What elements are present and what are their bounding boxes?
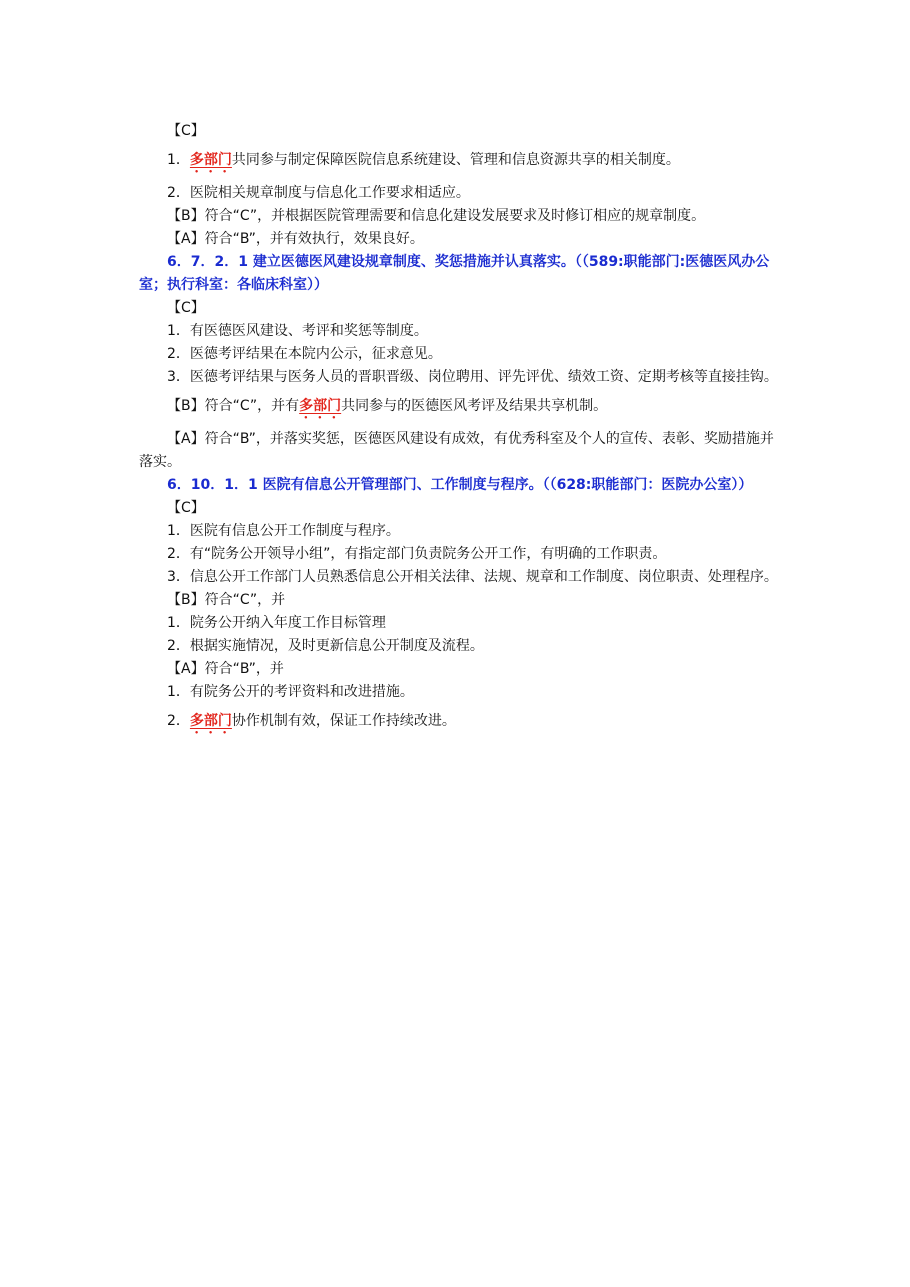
requirement-item: 3．医德考评结果与医务人员的晋职晋级、岗位聘用、评先评优、绩效工资、定期考核等直接挂钩。 <box>167 369 778 385</box>
grade-b-text: 【B】符合“C”，并 <box>167 592 286 608</box>
grade-c-label: 【C】 <box>167 500 205 516</box>
section-heading: 6．10．1．1 医院有信息公开管理部门、工作制度与程序。（（628:职能部门：医院办公室）） <box>167 477 753 493</box>
multi-department-highlight: 多部门 <box>189 713 232 729</box>
requirement-item: 1．多部门共同参与制定保障医院信息系统建设、管理和信息资源共享的相关制度。 <box>167 152 680 168</box>
requirement-item: 2．多部门协作机制有效，保证工作持续改进。 <box>167 713 456 729</box>
multi-department-highlight: 多部门 <box>299 398 342 414</box>
grade-b-text: 【B】符合“C”，并根据医院管理需要和信息化建设发展要求及时修订相应的规章制度。 <box>167 208 706 224</box>
requirement-item: 2．根据实施情况，及时更新信息公开制度及流程。 <box>167 638 484 654</box>
grade-c-label: 【C】 <box>167 300 205 316</box>
requirement-item: 2．医德考评结果在本院内公示，征求意见。 <box>167 346 442 362</box>
grade-a-text: 【A】符合“B”，并 <box>167 661 284 677</box>
multi-department-highlight: 多部门 <box>189 152 232 168</box>
requirement-item: 3．信息公开工作部门人员熟悉信息公开相关法律、法规、规章和工作制度、岗位职责、处理程序。 <box>167 569 778 585</box>
grade-a-text: 【A】符合“B”，并有效执行，效果良好。 <box>167 231 424 247</box>
grade-b-text: 【B】符合“C”，并有多部门共同参与的医德医风考评及结果共享机制。 <box>167 398 608 414</box>
grade-a-text: 【A】符合“B”，并落实奖惩，医德医风建设有成效，有优秀科室及个人的宣传、表彰、奖励措施并落实。 <box>139 431 774 470</box>
grade-c-label: 【C】 <box>167 123 205 139</box>
requirement-item: 1．有院务公开的考评资料和改进措施。 <box>167 684 414 700</box>
section-heading: 6．7．2．1 建立医德医风建设规章制度、奖惩措施并认真落实。（（589:职能部门:医德医风办公室；执行科室：各临床科室）） <box>139 254 770 293</box>
document-body <box>139 120 779 737</box>
requirement-item: 2．有“院务公开领导小组”，有指定部门负责院务公开工作，有明确的工作职责。 <box>167 546 667 562</box>
requirement-item: 2．医院相关规章制度与信息化工作要求相适应。 <box>167 185 470 201</box>
requirement-item: 1．有医德医风建设、考评和奖惩等制度。 <box>167 323 428 339</box>
requirement-item: 1．医院有信息公开工作制度与程序。 <box>167 523 400 539</box>
requirement-item: 1．院务公开纳入年度工作目标管理 <box>167 615 386 631</box>
